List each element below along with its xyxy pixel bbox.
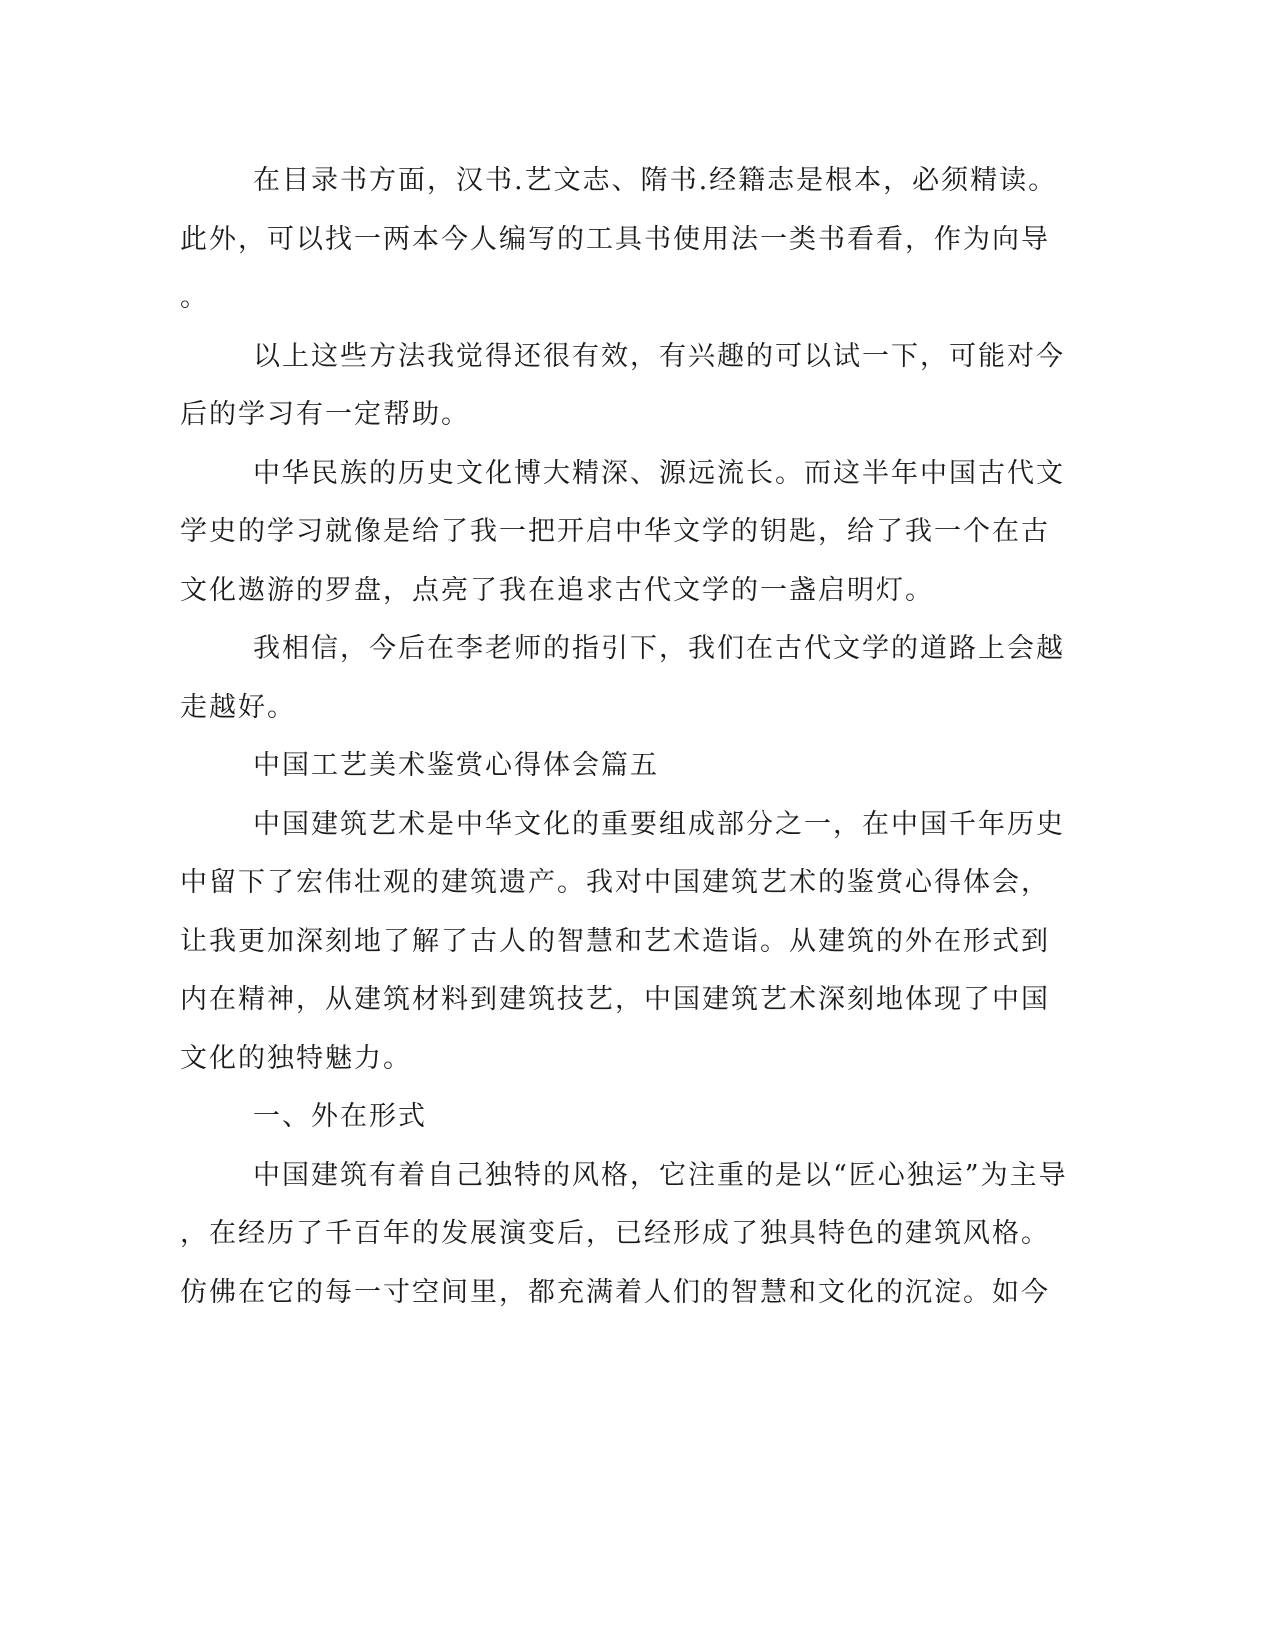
text-line: 让我更加深刻地了解了古人的智慧和艺术造诣。从建筑的外在形式到 [180, 925, 1050, 957]
section-heading: 中国工艺美术鉴赏心得体会篇五 [253, 750, 659, 781]
text-line: 文化的独特魅力。 [180, 1042, 412, 1074]
text-line: 我相信，今后在李老师的指引下，我们在古代文学的道路上会越 [253, 633, 1065, 664]
text-line: 走越好。 [180, 691, 296, 723]
text-line: 中国建筑艺术是中华文化的重要组成部分之一，在中国千年历史 [253, 808, 1065, 840]
text-line: 内在精神，从建筑材料到建筑技艺，中国建筑艺术深刻地体现了中国 [180, 984, 1050, 1015]
text-line: 在目录书方面，汉书.艺文志、隋书.经籍志是根本，必须精读。 [253, 165, 1058, 196]
text-line: 中留下了宏伟壮观的建筑遗产。我对中国建筑艺术的鉴赏心得体会， [180, 867, 1050, 898]
text-line: 。 [180, 282, 209, 313]
text-line: 仿佛在它的每一寸空间里，都充满着人们的智慧和文化的沉淀。如今 [180, 1276, 1050, 1308]
text-line: 学史的学习就像是给了我一把开启中华文学的钥匙，给了我一个在古 [180, 516, 1050, 547]
text-line: 中华民族的历史文化博大精深、源远流长。而这半年中国古代文 [253, 457, 1065, 489]
document-page [180, 156, 1068, 1326]
subsection-heading: 一、外在形式 [253, 1101, 427, 1132]
text-line: 中国建筑有着自己独特的风格，它注重的是以“匠心独运”为主导 [253, 1159, 1068, 1191]
text-line: ，在经历了千百年的发展演变后，已经形成了独具特色的建筑风格。 [180, 1218, 1050, 1249]
text-line: 后的学习有一定帮助。 [180, 399, 470, 430]
text-line: 以上这些方法我觉得还很有效，有兴趣的可以试一下，可能对今 [253, 340, 1065, 372]
text-line: 文化遨游的罗盘，点亮了我在追求古代文学的一盏启明灯。 [180, 574, 934, 606]
text-line: 此外，可以找一两本今人编写的工具书使用法一类书看看，作为向导 [180, 223, 1050, 255]
